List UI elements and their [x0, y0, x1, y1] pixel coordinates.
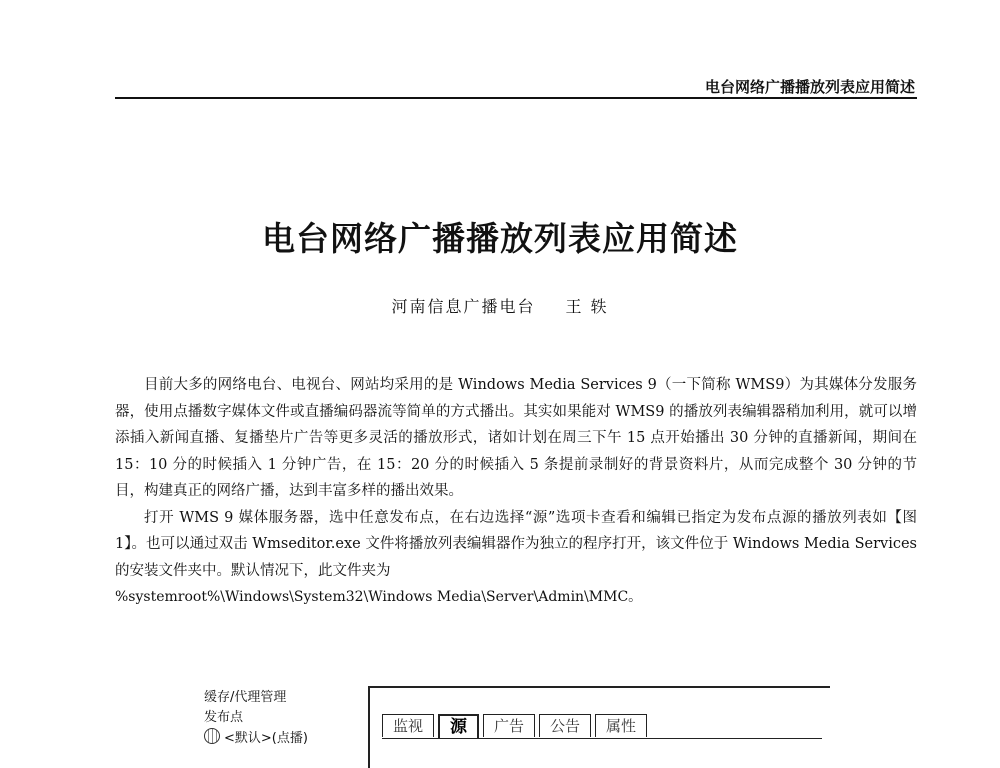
- tree-item-default-ondemand[interactable]: [190, 728, 350, 749]
- figure-panel: [368, 686, 830, 768]
- tab-advertising[interactable]: 广告: [483, 714, 535, 737]
- tree-item-clipped: [190, 680, 350, 688]
- figure-tree: [190, 682, 350, 749]
- tab-bar: [382, 714, 822, 739]
- tree-item-cache-proxy[interactable]: 缓存/代理管理: [204, 690, 287, 705]
- tab-source[interactable]: 源: [438, 714, 479, 738]
- article-title: 电台网络广播播放列表应用简述: [262, 219, 738, 258]
- running-head: 电台网络广播播放列表应用简述: [704, 78, 915, 96]
- tree-item-publishing-points[interactable]: 发布点: [204, 710, 244, 725]
- tab-announcement[interactable]: 公告: [539, 714, 591, 737]
- header-rule: [115, 97, 917, 99]
- path-line: %systemroot%\Windows\System32\Windows Media\Server\Admin\MMC。: [115, 589, 643, 605]
- tree-item-label: <默认>(点播): [224, 731, 308, 746]
- byline-author: 王 轶: [565, 297, 609, 316]
- publishing-point-icon: [204, 728, 220, 744]
- paragraph: 打开 WMS 9 媒体服务器，选中任意发布点，在右边选择“源”选项卡查看和编辑已指定为发布点源的播放列表如【图 1】。也可以通过双击 Wmseditor.exe 文件将播放列表编辑器作为独立的程序打开，该文件位于 Windows Media Services 的安装文件夹中。默认情况下，此文件夹为: [115, 509, 917, 579]
- article-body: [115, 372, 917, 611]
- paragraph: 目前大多的网络电台、电视台、网站均采用的是 Windows Media Services 9（一下简称 WMS9）为其媒体分发服务器，使用点播数字媒体文件或直播编码器流等简单的方式播出。其实如果能对 WMS9 的播放列表编辑器稍加利用，就可以增添插入新闻直播、复播垫片广告等更多灵活的播放形式，诸如计划在周三下午 15 点开始播出 30 分钟的直播新闻，期间在 15：10 分的时候插入 1 分钟广告，在 15：20 分的时候插入 5 条提前录制好的背景资料片，从而完成整个 30 分钟的节目，构建真正的网络广播，达到丰富多样的播出效果。: [115, 377, 917, 499]
- byline: [0, 294, 1000, 317]
- tab-monitor[interactable]: 监视: [382, 714, 434, 737]
- tab-properties[interactable]: 属性: [595, 714, 647, 737]
- byline-org: 河南信息广播电台: [391, 297, 536, 316]
